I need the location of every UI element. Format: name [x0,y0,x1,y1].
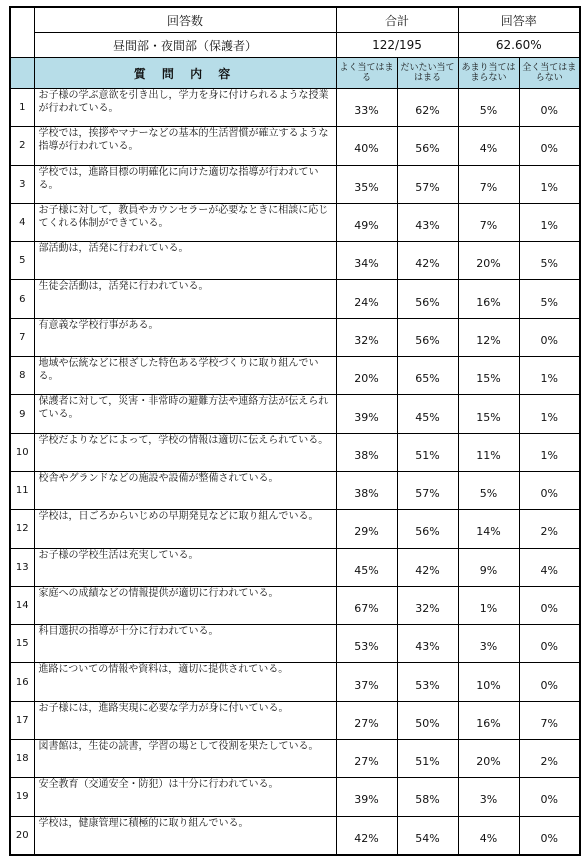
question-text: 地域や伝統などに根ざした特色ある学校づくりに取り組んでいる。 [34,357,336,395]
value-strongly-disagree: 1% [519,395,580,433]
value-disagree: 3% [458,778,519,816]
question-number: 18 [10,740,34,778]
value-strongly-disagree: 4% [519,548,580,586]
value-strongly-agree: 38% [336,471,397,509]
value-agree: 43% [397,625,458,663]
value-disagree: 4% [458,816,519,855]
table-row [10,586,580,624]
question-number: 15 [10,625,34,663]
value-strongly-agree: 27% [336,740,397,778]
question-text: 科目選択の指導が十分に行われている。 [34,625,336,663]
table-row [10,242,580,280]
value-disagree: 5% [458,89,519,127]
value-disagree: 9% [458,548,519,586]
table-row [10,165,580,203]
value-strongly-disagree: 0% [519,89,580,127]
value-agree: 51% [397,433,458,471]
question-number: 12 [10,510,34,548]
value-agree: 62% [397,89,458,127]
value-disagree: 11% [458,433,519,471]
question-text: お子様には，進路実現に必要な学力が身に付いている。 [34,701,336,739]
table-row [10,471,580,509]
value-agree: 43% [397,203,458,241]
question-number: 9 [10,395,34,433]
value-strongly-disagree: 1% [519,433,580,471]
question-number: 20 [10,816,34,855]
question-number: 10 [10,433,34,471]
question-number: 16 [10,663,34,701]
value-strongly-disagree: 5% [519,242,580,280]
question-text: 学校では，挨拶やマナーなどの基本的生活習慣が確立するような指導が行われている。 [34,127,336,165]
survey-table [9,6,581,856]
question-text: 保護者に対して，災害・非常時の避難方法や連絡方法が伝えられている。 [34,395,336,433]
value-strongly-disagree: 0% [519,625,580,663]
value-disagree: 15% [458,357,519,395]
value-agree: 32% [397,586,458,624]
table-row [10,203,580,241]
choice-header-disagree: あまり当てはまらない [458,58,519,89]
value-agree: 56% [397,280,458,318]
value-strongly-disagree: 2% [519,740,580,778]
question-text: 安全教育（交通安全・防犯）は十分に行われている。 [34,778,336,816]
choice-header-strongly-disagree: 全く当てはまらない [519,58,580,89]
table-row [10,548,580,586]
value-strongly-agree: 39% [336,395,397,433]
value-agree: 57% [397,471,458,509]
value-disagree: 12% [458,318,519,356]
table-row [10,280,580,318]
question-text: 学校は，日ごろからいじめの早期発見などに取り組んでいる。 [34,510,336,548]
question-text: お子様に対して，教員やカウンセラーが必要なときに相談に応じてくれる体制ができている。 [34,203,336,241]
value-strongly-agree: 39% [336,778,397,816]
value-agree: 58% [397,778,458,816]
question-number: 19 [10,778,34,816]
question-number: 13 [10,548,34,586]
question-text: 部活動は，活発に行われている。 [34,242,336,280]
question-number: 7 [10,318,34,356]
rate-label: 回答率 [458,7,580,33]
table-row [10,816,580,855]
question-text: 生徒会活動は，活発に行われている。 [34,280,336,318]
question-number: 5 [10,242,34,280]
value-strongly-disagree: 1% [519,357,580,395]
table-row [10,433,580,471]
value-agree: 50% [397,701,458,739]
number-header [10,58,34,89]
summary-label-row [10,7,580,33]
column-header-row [10,58,580,89]
table-row [10,663,580,701]
value-strongly-agree: 67% [336,586,397,624]
table-row [10,740,580,778]
rate-value: 62.60% [458,33,580,58]
question-text: お子様の学ぶ意欲を引き出し，学力を身に付けられるような授業が行われている。 [34,89,336,127]
value-strongly-agree: 32% [336,318,397,356]
value-strongly-disagree: 2% [519,510,580,548]
question-number: 8 [10,357,34,395]
table-row [10,395,580,433]
value-strongly-agree: 38% [336,433,397,471]
question-text: 学校では，進路目標の明確化に向けた適切な指導が行われている。 [34,165,336,203]
table-row [10,701,580,739]
value-disagree: 7% [458,165,519,203]
value-strongly-agree: 40% [336,127,397,165]
question-number: 11 [10,471,34,509]
value-disagree: 10% [458,663,519,701]
question-text: 学校だよりなどによって，学校の情報は適切に伝えられている。 [34,433,336,471]
choice-header-strongly-agree: よく当てはまる [336,58,397,89]
question-number: 4 [10,203,34,241]
table-row [10,318,580,356]
question-number: 6 [10,280,34,318]
value-agree: 56% [397,127,458,165]
value-disagree: 20% [458,740,519,778]
respondent-group: 昼間部・夜間部（保護者） [34,33,336,58]
value-agree: 42% [397,242,458,280]
value-disagree: 1% [458,586,519,624]
value-disagree: 7% [458,203,519,241]
value-strongly-agree: 34% [336,242,397,280]
value-agree: 54% [397,816,458,855]
summary-value-row [10,33,580,58]
value-disagree: 5% [458,471,519,509]
table-row [10,778,580,816]
question-text: 有意義な学校行事がある。 [34,318,336,356]
value-strongly-agree: 29% [336,510,397,548]
question-number: 14 [10,586,34,624]
table-row [10,89,580,127]
value-strongly-disagree: 0% [519,778,580,816]
value-agree: 51% [397,740,458,778]
question-number: 2 [10,127,34,165]
question-text: 進路についての情報や資料は，適切に提供されている。 [34,663,336,701]
value-strongly-agree: 35% [336,165,397,203]
value-strongly-disagree: 1% [519,203,580,241]
value-strongly-disagree: 0% [519,471,580,509]
value-disagree: 16% [458,280,519,318]
value-disagree: 15% [458,395,519,433]
value-strongly-disagree: 0% [519,663,580,701]
table-row [10,625,580,663]
question-number: 17 [10,701,34,739]
question-text: 図書館は，生徒の読書，学習の場として役割を果たしている。 [34,740,336,778]
question-number: 3 [10,165,34,203]
value-agree: 57% [397,165,458,203]
question-text: 学校は，健康管理に積極的に取り組んでいる。 [34,816,336,855]
value-disagree: 14% [458,510,519,548]
value-strongly-agree: 42% [336,816,397,855]
value-strongly-disagree: 0% [519,816,580,855]
value-strongly-agree: 45% [336,548,397,586]
value-strongly-disagree: 1% [519,165,580,203]
value-strongly-agree: 27% [336,701,397,739]
value-strongly-disagree: 0% [519,127,580,165]
value-strongly-disagree: 0% [519,318,580,356]
table-row [10,510,580,548]
value-agree: 42% [397,548,458,586]
value-disagree: 16% [458,701,519,739]
question-text: 家庭への成績などの情報提供が適切に行われている。 [34,586,336,624]
question-text: 校舎やグランドなどの施設や設備が整備されている。 [34,471,336,509]
survey-table-container [9,6,579,856]
value-strongly-disagree: 0% [519,586,580,624]
table-row [10,357,580,395]
question-text: お子様の学校生活は充実している。 [34,548,336,586]
value-strongly-agree: 20% [336,357,397,395]
value-disagree: 3% [458,625,519,663]
question-number: 1 [10,89,34,127]
value-agree: 45% [397,395,458,433]
value-strongly-agree: 33% [336,89,397,127]
value-agree: 53% [397,663,458,701]
value-strongly-disagree: 5% [519,280,580,318]
value-agree: 56% [397,510,458,548]
responses-label: 回答数 [34,7,336,33]
value-agree: 65% [397,357,458,395]
value-strongly-agree: 24% [336,280,397,318]
value-agree: 56% [397,318,458,356]
table-row [10,127,580,165]
value-disagree: 20% [458,242,519,280]
total-value: 122/195 [336,33,458,58]
value-strongly-agree: 53% [336,625,397,663]
question-header: 質 問 内 容 [34,58,336,89]
total-label: 合計 [336,7,458,33]
value-strongly-disagree: 7% [519,701,580,739]
blank-corner-cell [10,7,34,58]
value-disagree: 4% [458,127,519,165]
value-strongly-agree: 37% [336,663,397,701]
choice-header-agree: だいたい当てはまる [397,58,458,89]
value-strongly-agree: 49% [336,203,397,241]
